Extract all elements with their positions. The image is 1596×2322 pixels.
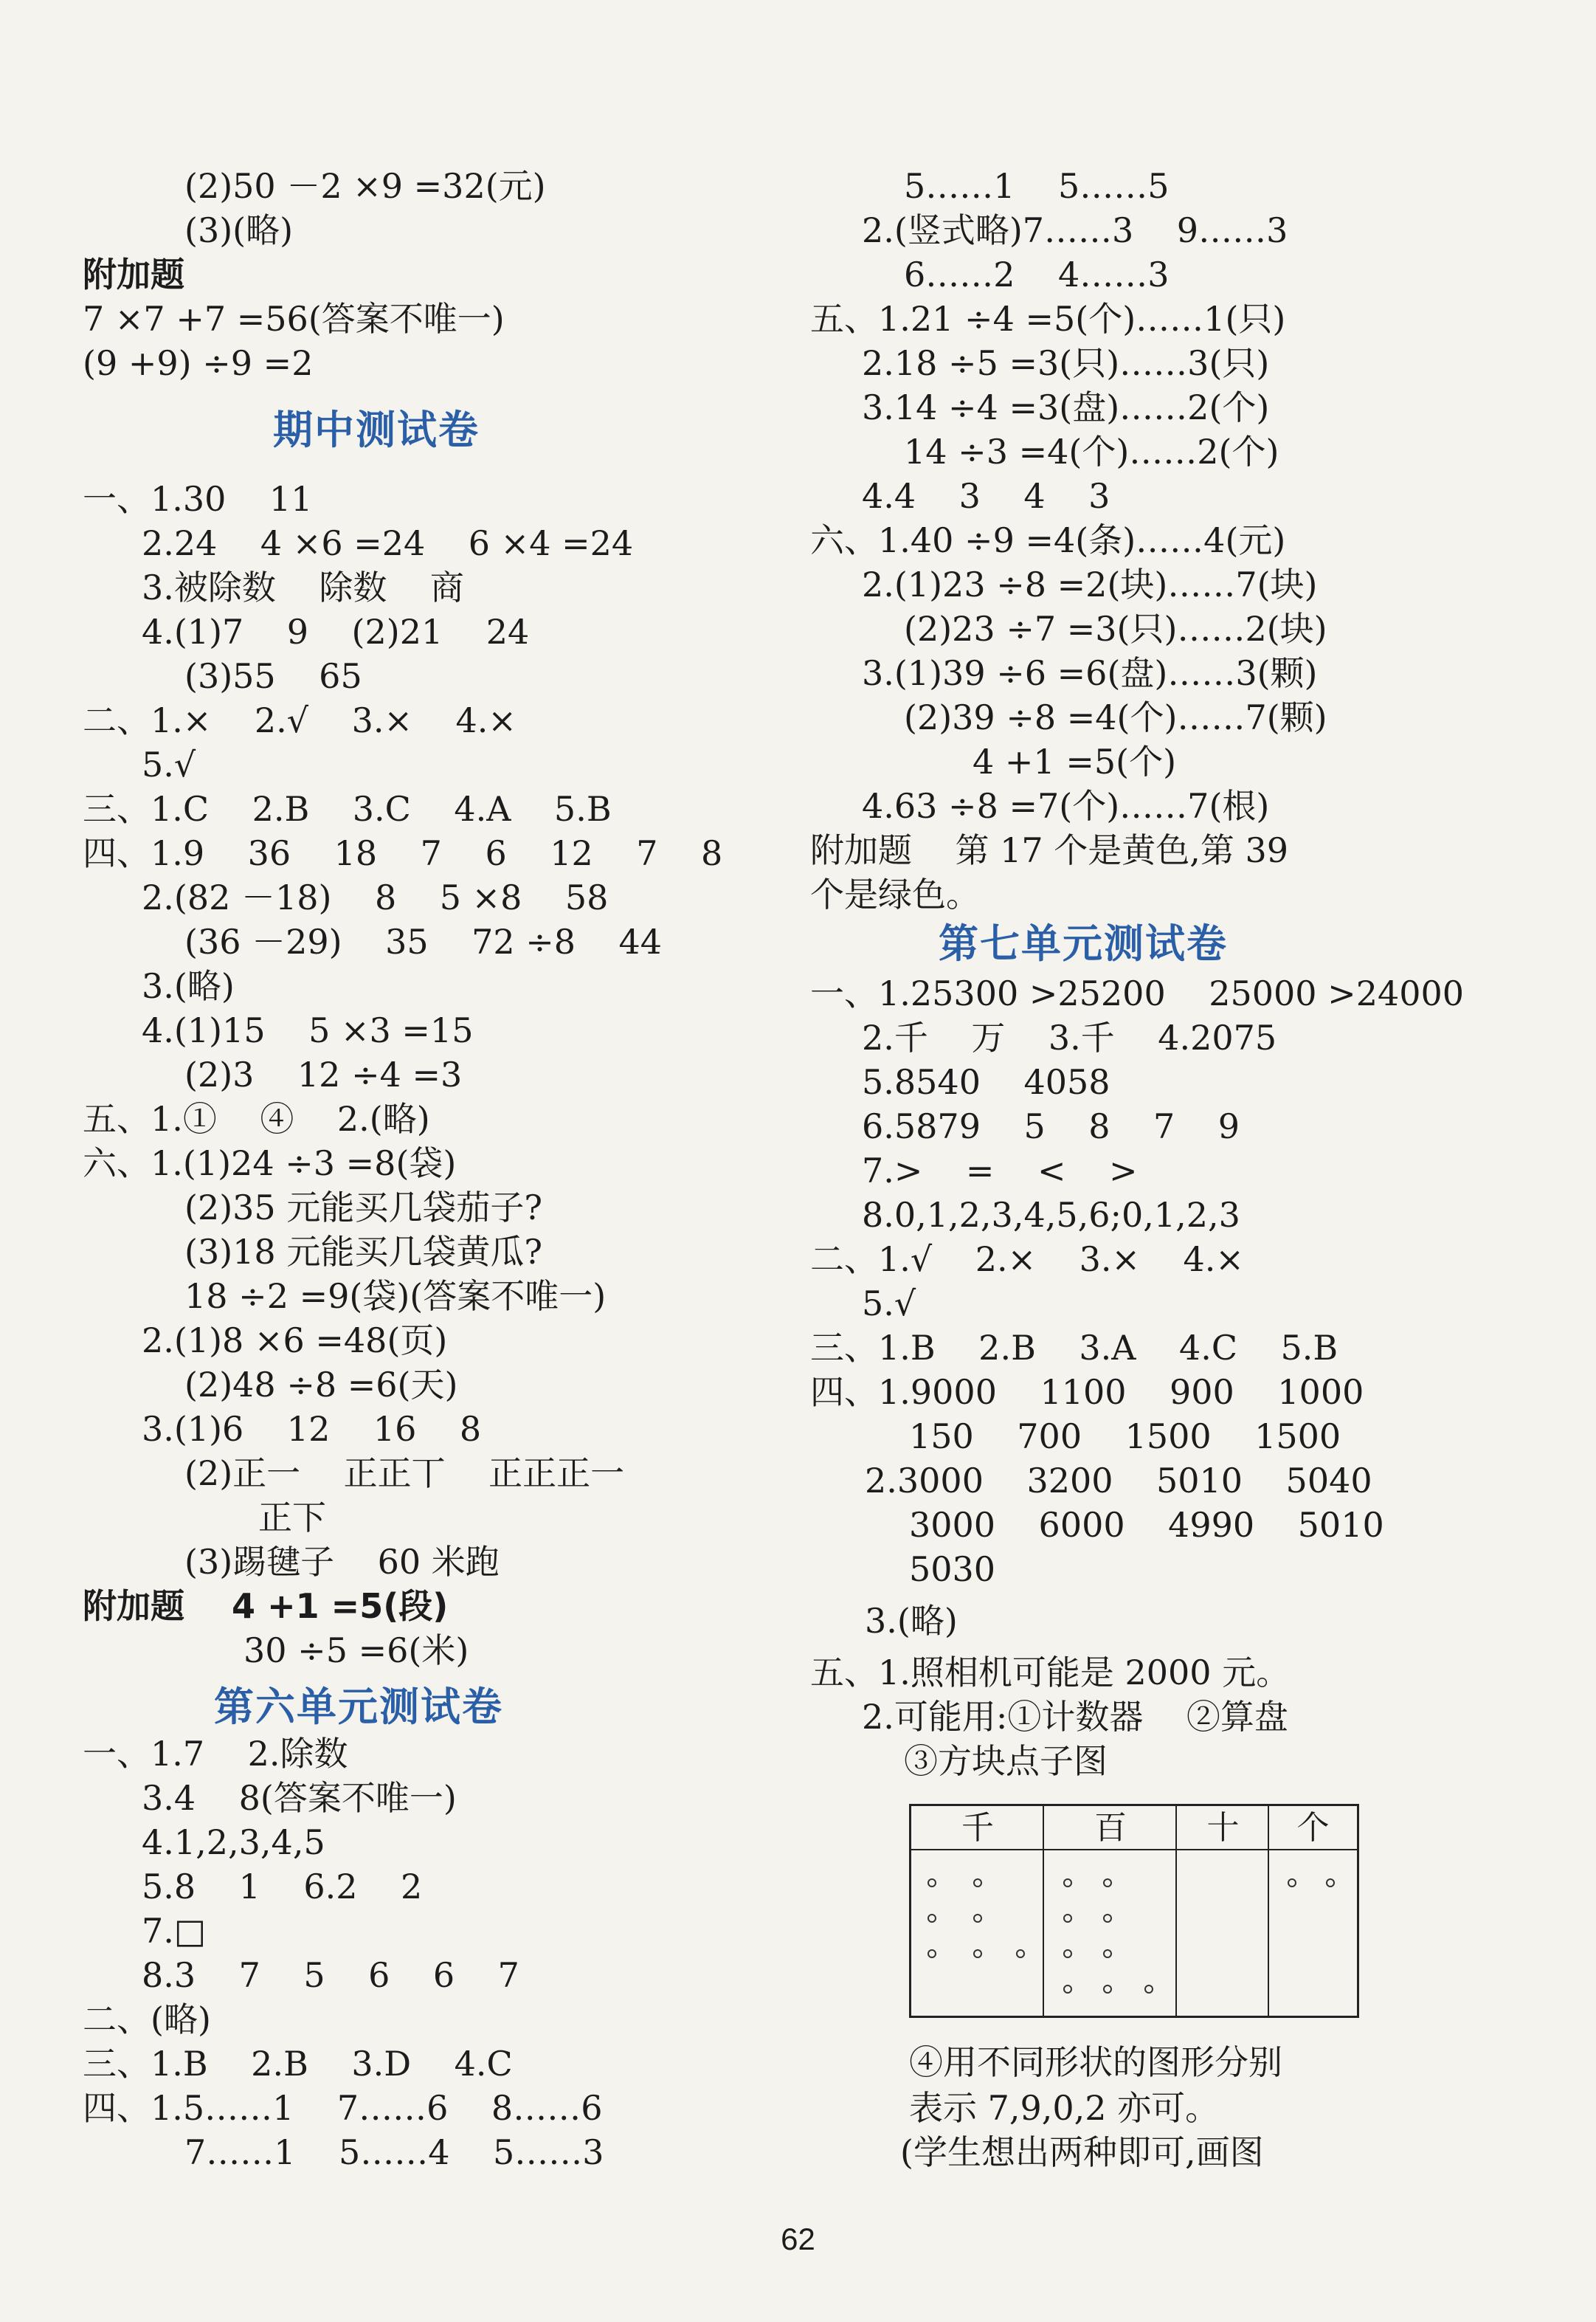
answer-line: 5.8 1 6.2 2	[142, 1867, 423, 1906]
answer-line: 7……1 5……4 5……3	[184, 2132, 604, 2172]
dot-marker	[1063, 1878, 1072, 1887]
answer-line: 三、1.B 2.B 3.A 4.C 5.B	[810, 1328, 1338, 1368]
dot-marker	[1144, 1985, 1153, 1994]
place-value-table	[909, 1804, 1359, 2018]
table-header-tens: 十	[1177, 1806, 1269, 1850]
answer-line: 7.> = < >	[862, 1151, 1138, 1191]
answer-line: 4.(1)7 9 (2)21 24	[142, 612, 530, 652]
dot-marker	[1016, 1949, 1025, 1958]
answer-line: (学生想出两种即可,画图	[900, 2132, 1264, 2172]
dot-marker	[1326, 1878, 1335, 1887]
answer-line: (3)(略)	[184, 210, 294, 250]
answer-line: 30 ÷5 =6(米)	[243, 1630, 469, 1670]
answer-line: 4.(1)15 5 ×3 =15	[142, 1010, 474, 1050]
answer-line: 四、1.5……1 7……6 8……6	[83, 2088, 603, 2128]
answer-line: 8.3 7 5 6 6 7	[142, 1955, 519, 1995]
dot-marker	[1288, 1878, 1296, 1887]
answer-line: 8.0,1,2,3,4,5,6;0,1,2,3	[862, 1195, 1240, 1235]
answer-line: (2)48 ÷8 =6(天)	[184, 1365, 458, 1405]
answer-line: 5.√	[142, 745, 196, 785]
answer-line: 五、1.照相机可能是 2000 元。	[810, 1653, 1291, 1692]
answer-line: 2.(1)23 ÷8 =2(块)……7(块)	[862, 565, 1318, 604]
answer-line: 4.4 3 4 3	[862, 476, 1110, 516]
answer-line: 6……2 4……3	[904, 255, 1170, 294]
answer-line: 3000 6000 4990 5010	[909, 1505, 1384, 1545]
answer-line: 五、1.21 ÷4 =5(个)……1(只)	[810, 299, 1286, 339]
section-heading: 第六单元测试卷	[214, 1684, 503, 1730]
section-heading: 第七单元测试卷	[939, 920, 1228, 967]
answer-line: ④用不同形状的图形分别	[909, 2042, 1282, 2082]
answer-line: 附加题 第 17 个是黄色,第 39	[810, 830, 1289, 870]
dot-marker	[1063, 1949, 1072, 1958]
answer-line: 3.(1)6 12 16 8	[142, 1409, 482, 1449]
table-divider	[1268, 1806, 1269, 2016]
answer-line: (2)39 ÷8 =4(个)……7(颗)	[904, 697, 1327, 737]
answer-line: 5……1 5……5	[904, 166, 1170, 206]
answer-line: 三、1.B 2.B 3.D 4.C	[83, 2044, 513, 2084]
dot-marker	[1063, 1914, 1072, 1923]
answer-line: 3.(1)39 ÷6 =6(盘)……3(颗)	[862, 653, 1318, 693]
answer-line: 二、1.× 2.√ 3.× 4.×	[83, 700, 517, 740]
dot-marker	[1103, 1914, 1112, 1923]
table-header-hundreds: 百	[1044, 1806, 1177, 1850]
answer-line: 2.可能用:①计数器 ②算盘	[862, 1697, 1288, 1737]
answer-line: 一、1.7 2.除数	[83, 1734, 348, 1774]
answer-line: 4.1,2,3,4,5	[142, 1822, 325, 1862]
answer-line: (2)3 12 ÷4 =3	[184, 1055, 463, 1095]
answer-line: 六、1.40 ÷9 =4(条)……4(元)	[810, 520, 1286, 560]
answer-line: 18 ÷2 =9(袋)(答案不唯一)	[184, 1276, 607, 1316]
answer-line: 4.63 ÷8 =7(个)……7(根)	[862, 786, 1270, 826]
dot-marker	[1103, 1878, 1112, 1887]
answer-line: 二、1.√ 2.× 3.× 4.×	[810, 1239, 1244, 1279]
answer-line: 表示 7,9,0,2 亦可。	[909, 2088, 1220, 2128]
answer-line: (36 －29) 35 72 ÷8 44	[184, 922, 663, 962]
answer-line: ③方块点子图	[904, 1741, 1108, 1781]
answer-line: 二、(略)	[83, 1999, 211, 2039]
answer-line: (2)50 －2 ×9 =32(元)	[184, 166, 546, 206]
answer-line: 3.被除数 除数 商	[142, 568, 464, 607]
page-number: 62	[781, 2222, 815, 2256]
answer-line: 四、1.9 36 18 7 6 12 7 8	[83, 833, 723, 873]
dot-marker	[1063, 1985, 1072, 1994]
answer-line: 四、1.9000 1100 900 1000	[810, 1372, 1364, 1412]
answer-line: 3.(略)	[865, 1601, 958, 1641]
dot-marker	[973, 1878, 982, 1887]
dot-marker	[973, 1914, 982, 1923]
answer-line: 7 ×7 +7 =56(答案不唯一)	[83, 299, 505, 339]
answer-line: 个是绿色。	[810, 875, 980, 914]
answer-line: 2.千 万 3.千 4.2075	[862, 1018, 1277, 1058]
answer-line: 5.√	[862, 1284, 916, 1323]
answer-line: 3.4 8(答案不唯一)	[142, 1778, 457, 1818]
dot-marker	[927, 1914, 936, 1923]
table-divider	[1043, 1806, 1044, 2016]
answer-line: 正下	[258, 1498, 326, 1537]
answer-line: 5.8540 4058	[862, 1062, 1110, 1102]
answer-line: 4 +1 =5(个)	[973, 742, 1177, 782]
table-header-thousands: 千	[911, 1806, 1044, 1850]
dot-marker	[927, 1949, 936, 1958]
dot-marker	[973, 1949, 982, 1958]
answer-line: 一、1.30 11	[83, 479, 313, 519]
answer-line: 2.3000 3200 5010 5040	[865, 1461, 1372, 1501]
answer-line: 2.(1)8 ×6 =48(页)	[142, 1320, 448, 1360]
answer-line: 2.(82 －18) 8 5 ×8 58	[142, 878, 609, 917]
table-header-ones: 个	[1269, 1806, 1357, 1850]
answer-line: 2.24 4 ×6 =24 6 ×4 =24	[142, 523, 634, 563]
answer-line: (9 +9) ÷9 =2	[83, 343, 314, 383]
answer-line: (3)18 元能买几袋黄瓜?	[184, 1232, 542, 1272]
answer-line: 3.(略)	[142, 966, 235, 1006]
answer-line: (2)23 ÷7 =3(只)……2(块)	[904, 609, 1327, 649]
answer-line: 6.5879 5 8 7 9	[862, 1106, 1240, 1146]
answer-line: 一、1.25300 >25200 25000 >24000	[810, 974, 1465, 1013]
answer-line: 150 700 1500 1500	[909, 1416, 1341, 1456]
answer-line: (3)55 65	[184, 656, 362, 696]
dot-marker	[927, 1878, 936, 1887]
answer-line: (2)35 元能买几袋茄子?	[184, 1188, 542, 1227]
answer-line: 14 ÷3 =4(个)……2(个)	[904, 432, 1279, 472]
section-heading: 期中测试卷	[273, 407, 480, 453]
answer-line: 2.(竖式略)7……3 9……3	[862, 210, 1288, 250]
answer-line: 五、1.① ④ 2.(略)	[83, 1099, 430, 1139]
answer-line: 六、1.(1)24 ÷3 =8(袋)	[83, 1143, 457, 1183]
table-divider	[1175, 1806, 1177, 2016]
section-label: 附加题	[83, 255, 184, 294]
answer-line: 三、1.C 2.B 3.C 4.A 5.B	[83, 789, 612, 829]
answer-line: 5030	[909, 1549, 996, 1589]
dot-marker	[1103, 1949, 1112, 1958]
section-label: 附加题 4 +1 =5(段)	[83, 1586, 449, 1626]
answer-line: 3.14 ÷4 =3(盘)……2(个)	[862, 387, 1270, 427]
answer-line: (2)正一 正正丅 正正正一	[184, 1453, 625, 1493]
answer-line: 2.18 ÷5 =3(只)……3(只)	[862, 343, 1270, 383]
answer-line: 7.□	[142, 1911, 207, 1951]
dot-marker	[1103, 1985, 1112, 1994]
answer-line: (3)踢毽子 60 米跑	[184, 1542, 500, 1582]
